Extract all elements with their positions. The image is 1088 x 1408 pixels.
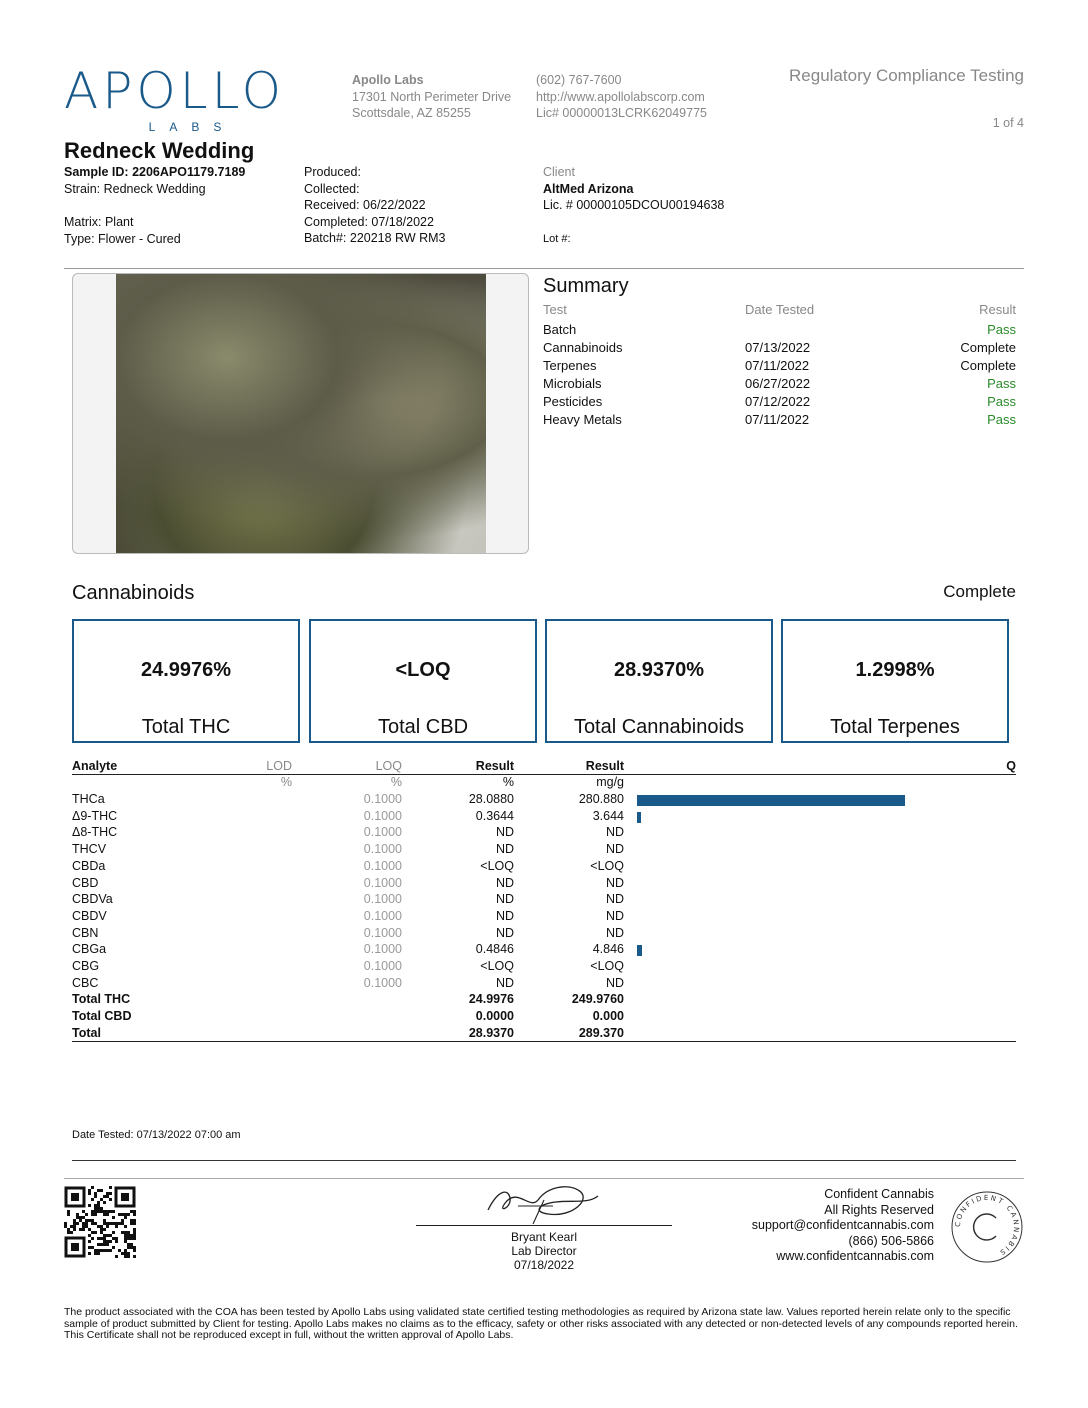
result-bar <box>637 795 905 806</box>
table-row <box>72 825 1016 842</box>
signatory-block <box>416 1230 672 1272</box>
summary-result: Pass <box>987 412 1016 427</box>
table-row <box>72 859 1016 876</box>
total-terpenes-box <box>781 619 1009 743</box>
qr-code[interactable] <box>64 1186 136 1258</box>
total-cannabinoids-label: Total Cannabinoids <box>573 716 745 738</box>
analyte-result-mg: 3.644 <box>592 808 624 823</box>
table-row <box>72 892 1016 909</box>
summary-date: 07/11/2022 <box>745 358 810 373</box>
cc-phone: (866) 506-5866 <box>848 1233 934 1248</box>
analyte-result-pct: 0.3644 <box>475 808 514 823</box>
analyte-name: Δ8-THC <box>72 825 118 840</box>
collected-date: Collected: <box>304 181 360 196</box>
total-thc-value: 24.9976% <box>140 659 232 681</box>
sample-title: Redneck Wedding <box>64 138 255 163</box>
lab-website: http://www.apollolabscorp.com <box>536 89 705 104</box>
header-divider <box>64 268 1024 269</box>
total-cbd-label: Total CBD <box>377 716 469 738</box>
analyte-result-mg: 280.880 <box>578 792 624 806</box>
analyte-name: CBD <box>72 875 99 890</box>
analyte-name: THCV <box>72 842 107 857</box>
lab-name: Apollo Labs <box>352 73 424 87</box>
col-q: Q <box>1006 759 1016 773</box>
logo-wordmark: APOLLO <box>64 62 285 120</box>
analyte-name: CBGa <box>72 942 107 957</box>
sample-id-block <box>64 164 245 247</box>
completed-date: Completed: 07/18/2022 <box>304 214 434 229</box>
table-row <box>72 1009 1016 1026</box>
sample-dates-block <box>304 164 446 247</box>
analyte-result-mg: 289.370 <box>578 1025 624 1040</box>
analyte-result-mg: ND <box>605 908 624 923</box>
analyte-name: Δ9-THC <box>72 808 118 823</box>
signatory-title: Lab Director <box>511 1244 577 1258</box>
analyte-result-mg: 4.846 <box>592 942 624 957</box>
lab-contact-block <box>536 72 707 122</box>
summary-result: Pass <box>987 394 1016 409</box>
table-row <box>72 976 1016 993</box>
summary-date: 07/11/2022 <box>745 412 810 427</box>
analyte-result-pct: ND <box>495 975 514 990</box>
lab-phone: (602) 767-7600 <box>536 73 622 87</box>
analyte-loq: 0.1000 <box>363 942 402 957</box>
analyte-result-pct: ND <box>495 908 514 923</box>
table-row <box>72 842 1016 859</box>
svg-text:CONFIDENT CANNABIS: CONFIDENT CANNABIS <box>953 1193 1021 1258</box>
footer-divider-1 <box>72 1160 1016 1161</box>
received-date: Received: 06/22/2022 <box>304 198 426 212</box>
analyte-result-mg: ND <box>605 875 624 890</box>
analyte-result-pct: ND <box>495 892 514 907</box>
disclaimer-text: The product associated with the COA has been tested by Apollo Labs using validated state certified testing methodologies as required by Arizona state law. Values reported herein relate only to the specific sample of product submitted by Client for testing. Apollo Labs makes no claims as to the efficacy, safety or other risks associated with any detected or non-detected levels of any compounds reported herein. This Certificate shall not be reproduced except in full, without the written approval of Apollo Labs. <box>64 1306 1018 1341</box>
cannabis-flower-image <box>116 274 486 553</box>
analyte-result-mg: 0.000 <box>592 1009 624 1024</box>
total-cannabinoids-value: 28.9370% <box>613 659 705 681</box>
analyte-result-pct: 28.9370 <box>468 1025 514 1040</box>
sample-matrix: Matrix: Plant <box>64 215 134 229</box>
analyte-name: CBDa <box>72 858 106 873</box>
analyte-name: CBDV <box>72 908 107 923</box>
analyte-result-mg: <LOQ <box>590 959 624 973</box>
sample-photo <box>72 273 529 554</box>
lot-number: Lot #: <box>543 232 571 245</box>
analyte-result-pct: ND <box>495 875 514 890</box>
summary-row <box>543 340 1016 358</box>
total-thc-box <box>72 619 300 743</box>
table-row <box>72 926 1016 943</box>
page-number: 1 of 4 <box>992 116 1024 130</box>
analyte-result-pct: ND <box>495 825 514 840</box>
lab-address-line1: 17301 North Perimeter Drive <box>352 89 512 104</box>
logo-subtitle: LABS <box>148 120 236 134</box>
sample-type: Type: Flower - Cured <box>64 231 181 246</box>
col-lod: LOD <box>266 759 292 773</box>
col-analyte: Analyte <box>72 759 118 773</box>
summary-row <box>543 394 1016 412</box>
cannabinoids-status: Complete <box>943 582 1016 601</box>
summary-test: Terpenes <box>543 358 597 373</box>
analyte-result-mg: ND <box>605 842 624 857</box>
total-terpenes-label: Total Terpenes <box>830 716 960 738</box>
summary-header-date: Date Tested <box>745 302 815 317</box>
produced-date: Produced: <box>304 165 361 179</box>
analyte-loq: 0.1000 <box>363 825 402 840</box>
table-row <box>72 909 1016 926</box>
cc-rights: All Rights Reserved <box>824 1202 934 1217</box>
analyte-result-pct: <LOQ <box>480 959 514 973</box>
summary-test: Heavy Metals <box>543 412 622 427</box>
analyte-loq: 0.1000 <box>363 975 402 990</box>
summary-row <box>543 358 1016 376</box>
analyte-result-pct: <LOQ <box>480 858 514 873</box>
analyte-loq: 0.1000 <box>363 959 402 973</box>
client-block <box>543 164 724 247</box>
col-result-mg: Result <box>585 759 624 773</box>
table-row <box>72 809 1016 826</box>
analyte-loq: 0.1000 <box>363 908 402 923</box>
signature-image <box>478 1180 608 1228</box>
confident-cannabis-contact <box>752 1187 934 1265</box>
client-name: AltMed Arizona <box>543 181 634 196</box>
lab-address-line2: Scottsdale, AZ 85255 <box>352 106 471 120</box>
analyte-name: Total <box>72 1025 101 1040</box>
analyte-result-mg: ND <box>605 975 624 990</box>
analyte-loq: 0.1000 <box>363 808 402 823</box>
analyte-result-pct: 0.0000 <box>475 1009 514 1024</box>
analyte-loq: 0.1000 <box>363 925 402 940</box>
summary-test: Batch <box>543 322 577 337</box>
analyte-loq: 0.1000 <box>363 858 402 873</box>
analyte-result-pct: 0.4846 <box>475 942 514 957</box>
summary-row <box>543 376 1016 394</box>
summary-test: Cannabinoids <box>543 340 623 355</box>
analyte-name: CBDVa <box>72 892 113 907</box>
unit-mg: mg/g <box>596 775 624 789</box>
unit-loq: % <box>390 775 402 789</box>
analyte-result-mg: 249.9760 <box>571 992 624 1007</box>
summary-date: 07/13/2022 <box>745 340 811 355</box>
cc-name: Confident Cannabis <box>824 1187 934 1201</box>
signature-date: 07/18/2022 <box>513 1258 575 1272</box>
analyte-result-mg: <LOQ <box>590 858 624 873</box>
analyte-loq: 0.1000 <box>363 892 402 907</box>
cannabinoids-title: Cannabinoids <box>72 582 195 604</box>
summary-test: Microbials <box>543 376 602 391</box>
analyte-loq: 0.1000 <box>363 875 402 890</box>
summary-header-row <box>543 302 1016 320</box>
lab-address-block <box>352 72 511 122</box>
cc-email[interactable]: support@confidentcannabis.com <box>751 1218 934 1232</box>
summary-result: Pass <box>987 322 1016 337</box>
analyte-result-pct: 24.9976 <box>468 992 514 1007</box>
unit-lod: % <box>280 775 292 789</box>
table-row <box>72 876 1016 893</box>
signature-line <box>416 1225 672 1226</box>
table-bottom-divider <box>72 1041 1016 1042</box>
table-row <box>72 959 1016 976</box>
batch-number: Batch#: 220218 RW RM3 <box>304 231 446 245</box>
table-row <box>72 942 1016 959</box>
client-license: Lic. # 00000105DCOU00194638 <box>543 198 725 212</box>
summary-title: Summary <box>543 275 629 297</box>
total-cbd-box <box>309 619 537 743</box>
summary-header-test: Test <box>543 302 567 317</box>
analyte-loq: 0.1000 <box>363 842 402 857</box>
footer-divider-2 <box>64 1178 1024 1179</box>
summary-date: 06/27/2022 <box>745 376 811 391</box>
confident-cannabis-seal-icon <box>950 1190 1024 1264</box>
cc-website[interactable]: www.confidentcannabis.com <box>776 1249 934 1263</box>
col-result-pct: Result <box>475 759 514 773</box>
date-tested: Date Tested: 07/13/2022 07:00 am <box>72 1129 241 1141</box>
table-row <box>72 792 1016 809</box>
sample-id: Sample ID: 2206APO1179.7189 <box>64 165 246 179</box>
sample-strain: Strain: Redneck Wedding <box>64 181 206 196</box>
analyte-name: CBG <box>72 959 100 973</box>
table-row <box>72 992 1016 1009</box>
analyte-result-mg: ND <box>605 892 624 907</box>
total-thc-label: Total THC <box>141 716 231 738</box>
summary-row <box>543 412 1016 430</box>
unit-pct: % <box>502 775 514 789</box>
summary-result: Pass <box>987 376 1016 391</box>
analyte-name: Total THC <box>72 992 131 1007</box>
summary-header-result: Result <box>979 302 1016 317</box>
result-bar <box>637 945 642 956</box>
analyte-name: Total CBD <box>72 1009 132 1024</box>
apollo-labs-logo <box>64 62 304 134</box>
analyte-result-pct: ND <box>495 842 514 857</box>
analyte-result-pct: 28.0880 <box>468 792 514 806</box>
table-row <box>72 1026 1016 1043</box>
analyte-name: THCa <box>72 792 105 806</box>
summary-test: Pesticides <box>543 394 603 409</box>
signatory-name: Bryant Kearl <box>510 1230 578 1244</box>
analyte-name: CBC <box>72 975 99 990</box>
analyte-result-pct: ND <box>495 925 514 940</box>
summary-result: Complete <box>960 340 1016 355</box>
result-bar <box>637 812 641 823</box>
total-terpenes-value: 1.2998% <box>855 659 935 681</box>
analyte-result-mg: ND <box>605 825 624 840</box>
total-cbd-value: <LOQ <box>395 659 451 681</box>
lab-license: Lic# 00000013LCRK62049775 <box>536 106 707 120</box>
summary-date: 07/12/2022 <box>745 394 811 409</box>
analyte-name: CBN <box>72 925 99 940</box>
analyte-result-mg: ND <box>605 925 624 940</box>
total-cannabinoids-box <box>545 619 773 743</box>
report-type-title: Regulatory Compliance Testing <box>789 66 1024 85</box>
col-loq: LOQ <box>375 759 402 773</box>
summary-result: Complete <box>960 358 1016 373</box>
summary-row <box>543 322 1016 340</box>
analyte-loq: 0.1000 <box>363 792 402 806</box>
client-label: Client <box>543 165 575 179</box>
